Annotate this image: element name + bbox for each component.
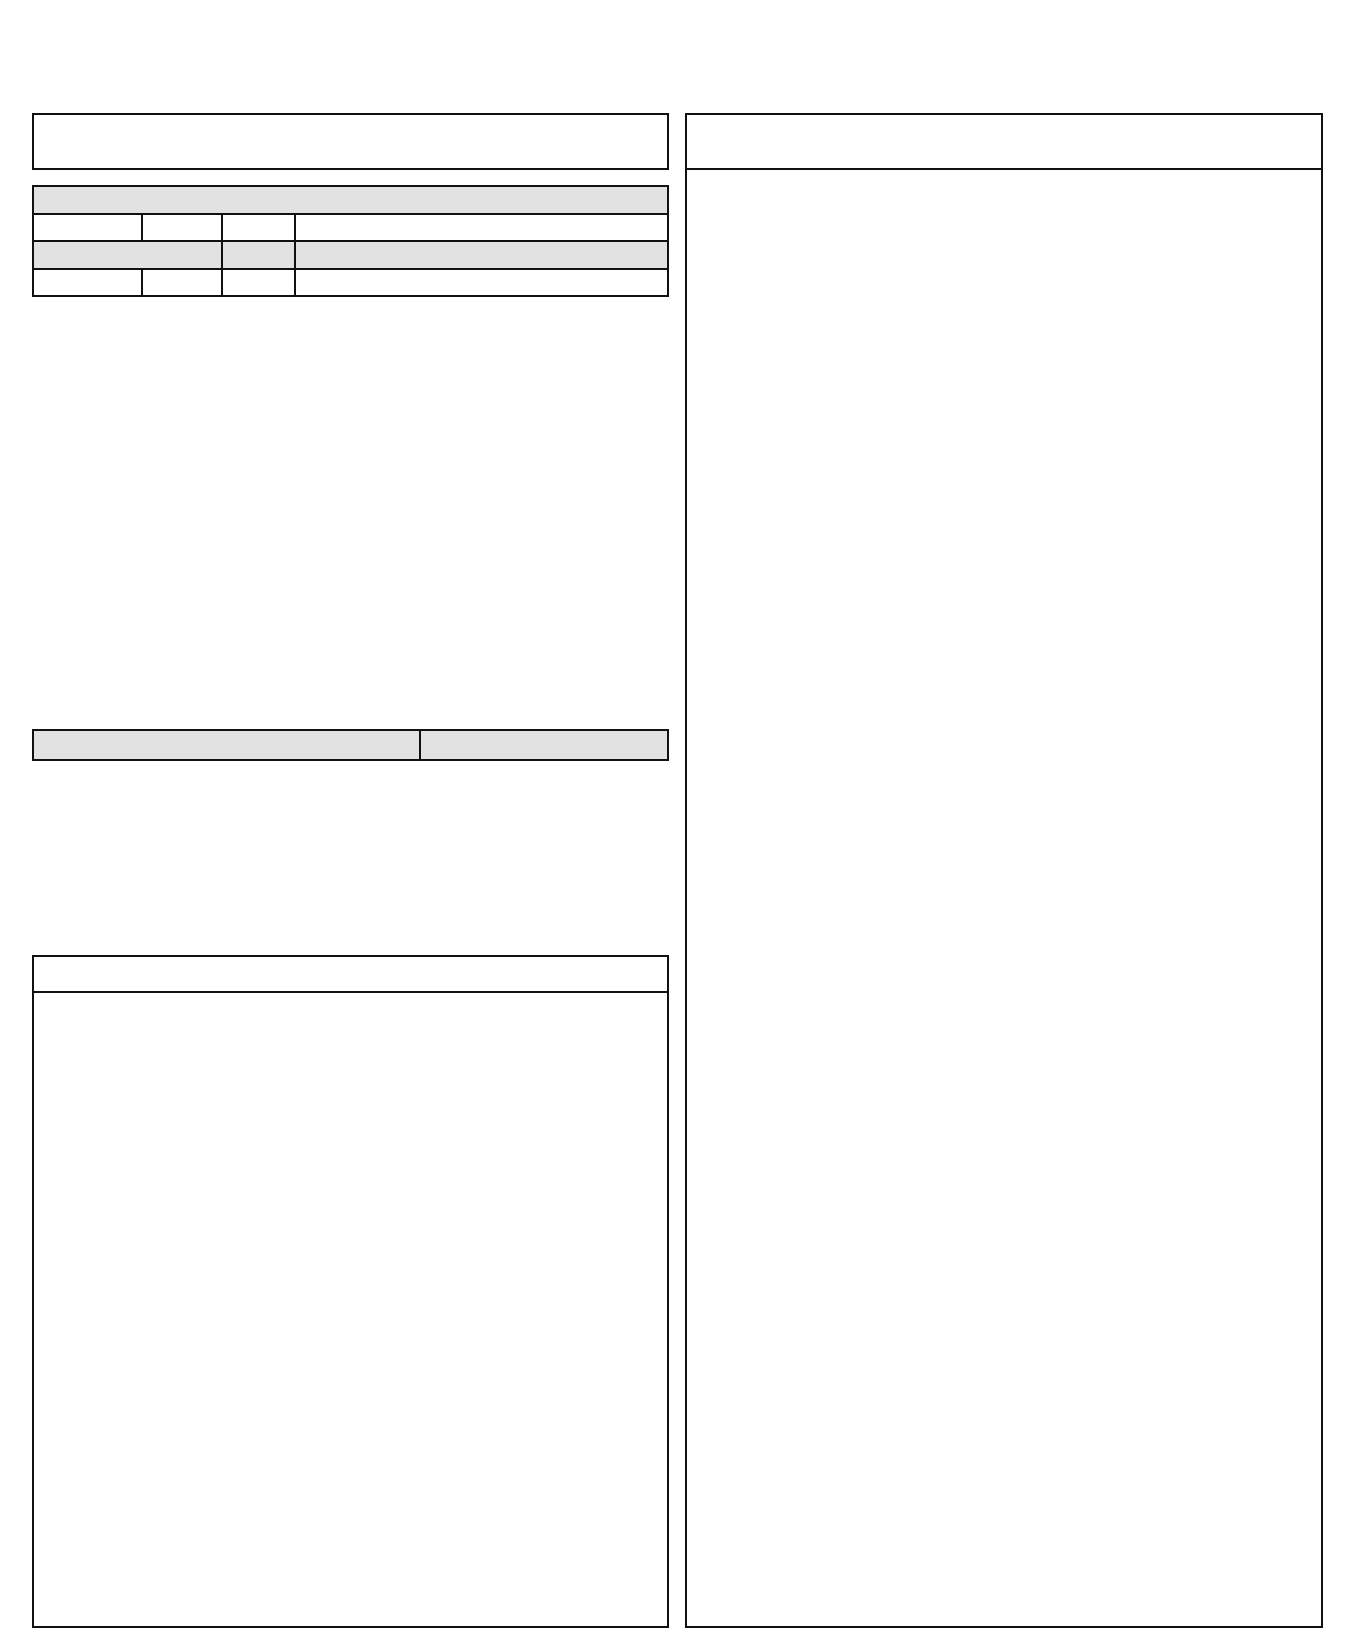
total-label <box>33 241 222 269</box>
extra-kg <box>222 269 295 297</box>
instructions-box <box>32 955 669 1628</box>
extra-desc <box>295 269 668 297</box>
components-table <box>32 185 669 297</box>
extra-code <box>33 269 142 297</box>
col-header-qty <box>142 214 222 242</box>
placement-diagram-frame <box>685 168 1323 1628</box>
col-header-desc <box>295 214 668 242</box>
extra-qty <box>142 269 222 297</box>
components-header <box>32 113 669 170</box>
total-kg <box>222 241 295 269</box>
components-caption <box>33 186 668 214</box>
col-header-code <box>33 214 142 242</box>
placement-header <box>685 113 1323 170</box>
dimensions-table <box>32 729 669 761</box>
dimensions-header-unit <box>420 730 668 760</box>
total-empty <box>295 241 668 269</box>
dimensions-header-label <box>33 730 420 760</box>
col-header-kg <box>222 214 295 242</box>
instructions-title <box>32 955 669 993</box>
